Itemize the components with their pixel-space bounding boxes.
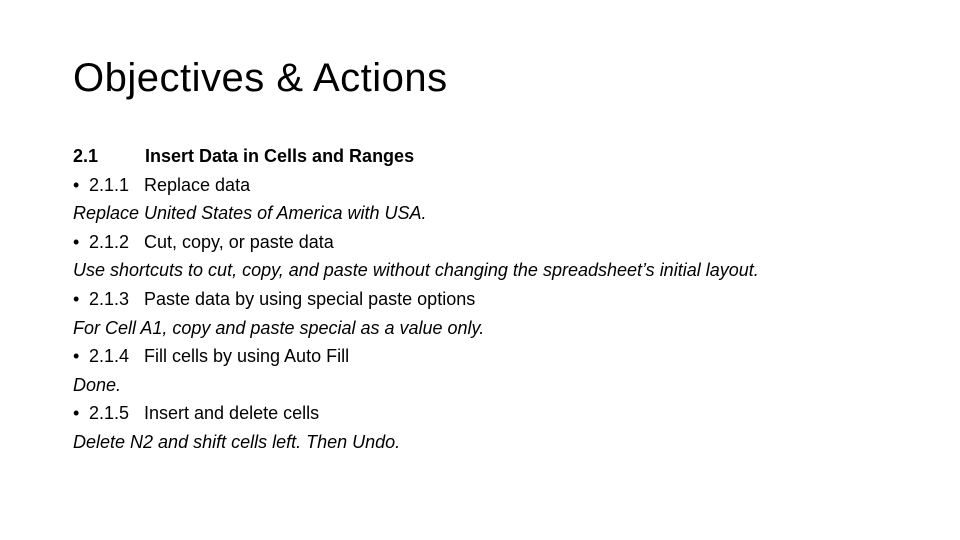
slide-body	[73, 142, 933, 457]
bullet-icon: •	[73, 346, 80, 367]
bullet-icon: •	[73, 174, 80, 195]
objective-label: Insert and delete cells	[144, 403, 320, 424]
objective-label: Replace data	[144, 174, 251, 195]
objective-item	[73, 171, 933, 200]
bullet-icon: •	[73, 288, 80, 309]
action-text: Replace United States of America with USA.	[73, 203, 427, 224]
action-text: Done.	[73, 374, 122, 395]
objective-code: 2.1.5	[89, 403, 130, 424]
bullet-icon: •	[73, 231, 80, 252]
objective-item	[73, 285, 933, 314]
slide-title: Objectives & Actions	[73, 56, 448, 100]
section-title: Insert Data in Cells and Ranges	[145, 146, 415, 166]
action-text: Use shortcuts to cut, copy, and paste without changing the spreadsheet’s initial layout.	[73, 260, 759, 281]
action-text: For Cell A1, copy and paste special as a value only.	[73, 317, 485, 338]
objective-code: 2.1.1	[89, 174, 130, 195]
objective-label: Paste data by using special paste options	[144, 288, 476, 309]
objective-code: 2.1.3	[89, 288, 130, 309]
objective-item	[73, 342, 933, 371]
objective-item	[73, 228, 933, 257]
objective-label: Fill cells by using Auto Fill	[144, 346, 350, 367]
action-text: Delete N2 and shift cells left. Then Undo.	[73, 431, 401, 452]
section-number: 2.1	[73, 146, 99, 166]
bullet-icon: •	[73, 403, 80, 424]
objective-code: 2.1.4	[89, 346, 130, 367]
objective-label: Cut, copy, or paste data	[144, 231, 334, 252]
objective-code: 2.1.2	[89, 231, 130, 252]
section-heading	[73, 142, 933, 171]
objective-item	[73, 399, 933, 428]
